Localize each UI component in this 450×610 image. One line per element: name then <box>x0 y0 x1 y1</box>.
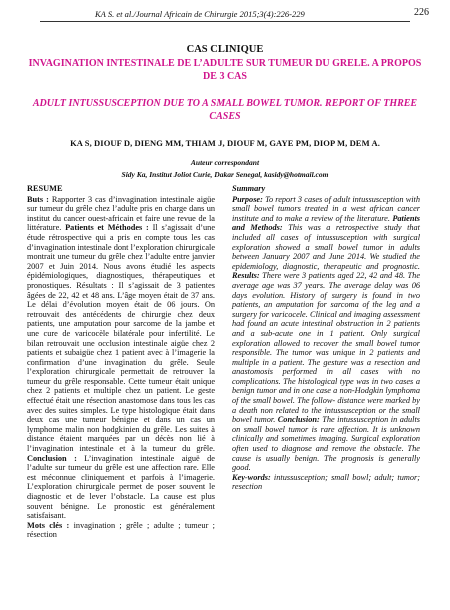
french-title: INVAGINATION INTESTINALE DE L’ADULTE SUR TUMEUR DU GRELE. A PROPOS DE 3 CAS <box>28 58 422 82</box>
header-rule <box>40 21 410 22</box>
corresponding-author-contact: Sidy Ka, Institut Joliot Curie, Dakar Senegal, kasidy@hotmail.com <box>121 170 329 179</box>
corresponding-author-label: Auteur correspondant <box>190 158 260 167</box>
mots-cles-text: invagination ; grêle ; adulte ; tumeur ; résection <box>27 520 215 540</box>
resume-body <box>27 195 215 521</box>
summary-conclusion-label: Conclusion: <box>277 415 320 425</box>
key-words-text: intussusception; small bowl; adult; tumor; resection <box>232 472 420 492</box>
summary-heading: Summary <box>232 184 266 193</box>
mots-cles-label: Mots clés : <box>27 520 70 530</box>
resume-heading: RESUME <box>27 184 63 193</box>
author-list: KA S, DIOUF D, DIENG MM, THIAM J, DIOUF M, GAYE PM, DIOP M, DEM A. <box>70 138 380 148</box>
mots-cles <box>27 521 215 540</box>
methods-text: This was a retrospective study that included all cases of intussusception with surgical exploration showed a small bowel tumor in adults between January 2007 and June 2014. We studied the epidemiology, diagnostic, therapeutic and prognostic. <box>232 223 420 271</box>
key-words-label: Key-words: <box>232 472 271 482</box>
buts-text: Rapporter 3 cas d’invagination intestinale aigüe sur tumeur du grêle chez l’adulte pris en charge dans un institut du cancer ouest-africain et faire une revue de la littérature. <box>27 194 215 233</box>
resume-conclusion-label: Conclusion : <box>27 453 77 463</box>
results-text: There were 3 patients aged 22, 42 and 48. The average age was 37 years. The average delay was 06 days evolution. History of surgery is found in two patients, an amputation for sarcoma of the leg and a surgery for varicocele. Clinical and imaging assessment had found an acute intestinal obstruction in 2 patients and a sub-acute one in 1 patient. Only surgical exploration allowed to recover the small bowel tumor responsible. The tumor was unique in 2 patients and multiple in a patient. The gesture was a resection and anastomosis performed in all cases with no complications. The histological type was in two cases a benign tumor and in one case a non-Hodgkin lymphoma of the small bowel. The follow- distance were marked by a death non related to the intussusception or the small bowel tumor. <box>232 271 420 425</box>
purpose-text: To report 3 cases of adult intussusception with small bowel tumors treated in a west african cancer institute and to make a review of the literature. <box>232 194 420 223</box>
purpose-label: Purpose: <box>232 194 263 204</box>
resume-conclusion-text: L’invagination intestinale aiguë de l’adulte sur tumeur du grêle est une affection rare. Elle est méconnue cliniquement et parfois à l’imagerie. L’exploration chirurgicale permet de poser souvent le diagnostic et de lever l’obstacle. La cause est plus souvent bénigne. Le pronostic est généralement satisfaisant. <box>27 453 215 521</box>
english-title: ADULT INTUSSUSCEPTION DUE TO A SMALL BOWEL TUMOR. REPORT OF THREE CASES <box>32 98 418 122</box>
summary-conclusion-text: The intussusception in adults on small bowel tumor is rare affection. It is unknown clinically and sometimes imaging. Surgical exploration often used to diagnose and remove the obstacle. The cause is usually benign. The prognosis is generally good. <box>232 415 420 473</box>
page-number: 226 <box>414 7 429 18</box>
methods-label: Patients and Methods: <box>232 213 420 233</box>
section-label: CAS CLINIQUE <box>186 44 264 55</box>
results-label: Results: <box>232 271 260 281</box>
methodes-label: Patients et Méthodes : <box>65 223 149 233</box>
methodes-text: Il s’agissait d’une étude rétrospective qui a pris en compte tous les cas d’invagination intestinale dont l’exploration chirurgicale montrait une tumeur du grêle chez l’adulte entre janvier 2007 et Juin 2014. Nous avons étudié les aspects épidémiologiques, diagnostiques, thérapeutiques et pronostiques. Résultats : Il s’agissait de 3 patientes âgées de 22, 42 et 48 ans. L’âge moyen était de 37 ans. Le délai d’évolution moyen était de 06 jours. On retrouvait des antécédents de chirurgie chez deux patients, une amputation pour sarcome de la jambe et une cure de varicocèle bilatérale pour infertilité. Le bilan retrouvait une occlusion intestinale aigüe chez 2 patients et subaigüe chez 1 patient avec à l’imagerie la confirmation d’une invagination du grêle. Seule l’exploration chirurgicale permettait de retrouver la tumeur du grêle responsable. Cette tumeur était unique chez 2 patients et multiple chez un patient. Le geste effectué était une résection anastomose dans tous les cas avec des suites simples. Le type histologique était dans deux cas une tumeur bénigne et dans un cas un lymphome malin non hodgkinien du grêle. Les suites à distance étaient marquées par un décès non lié à l’invagination intestinale et à la tumeur du grêle. <box>27 223 215 454</box>
english-abstract-column <box>232 184 420 492</box>
key-words <box>232 473 420 492</box>
summary-body <box>232 195 420 473</box>
journal-running-header: KA S. et al./Journal Africain de Chirurgie 2015;3(4):226-229 <box>95 9 305 19</box>
buts-label: Buts : <box>27 194 49 204</box>
french-abstract-column <box>27 184 215 540</box>
